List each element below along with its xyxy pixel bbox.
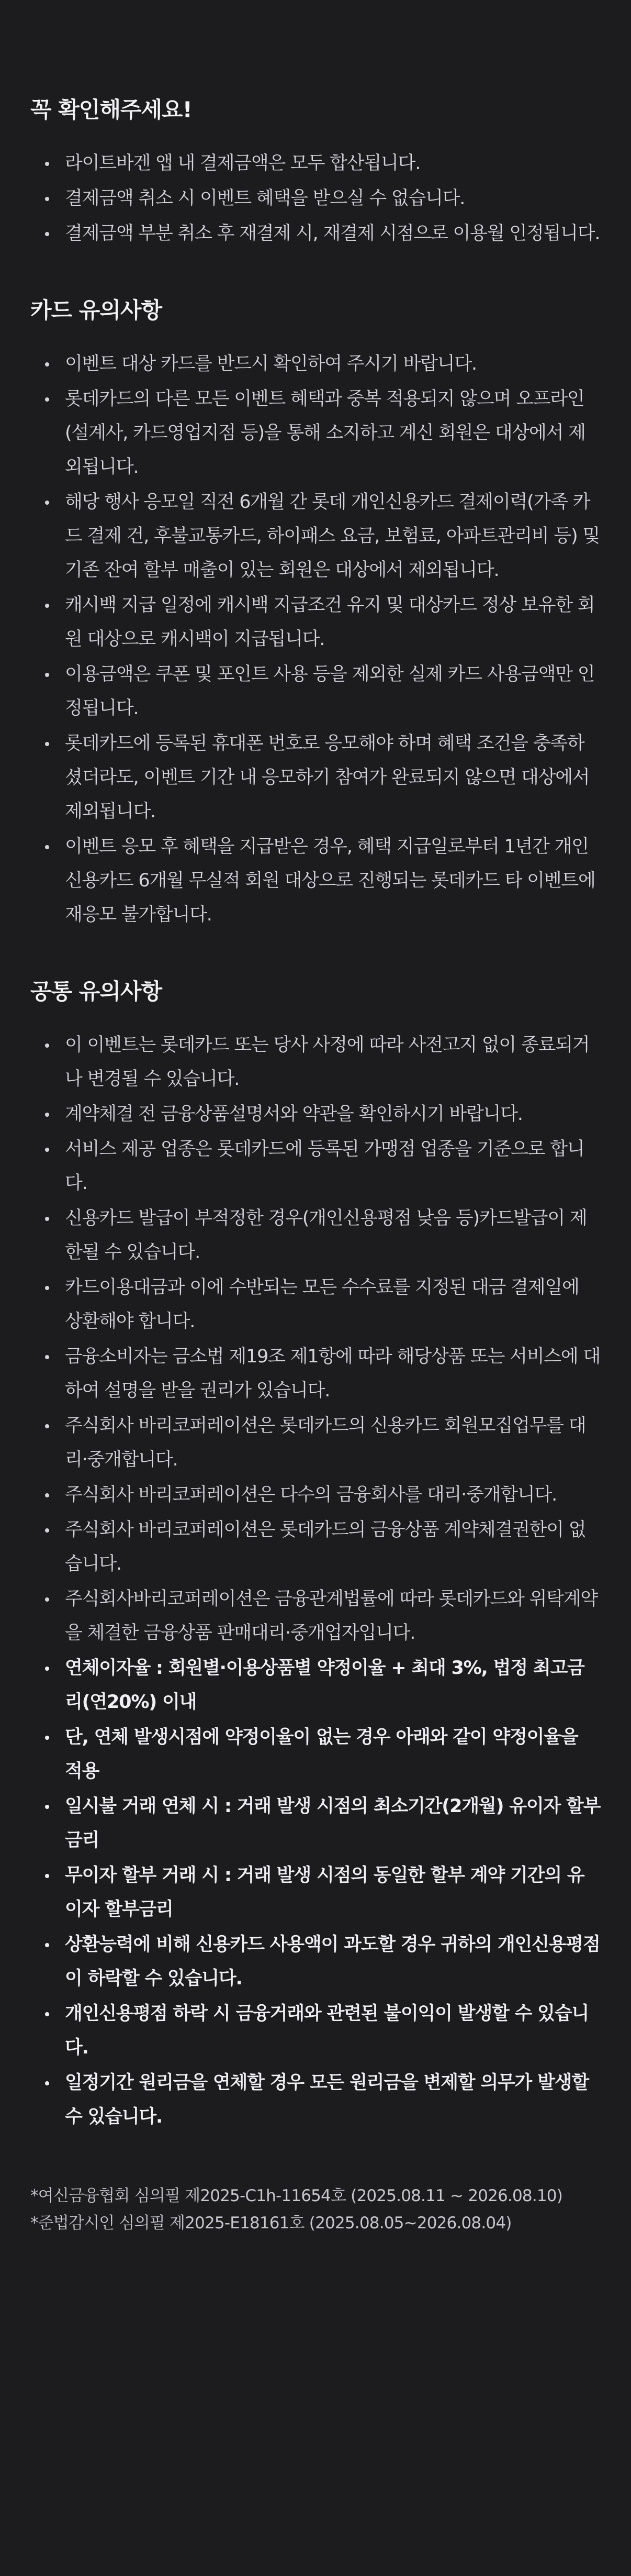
bullet-dot-icon [45, 197, 49, 201]
list-item-text: 일정기간 원리금을 연체할 경우 모든 원리금을 변제할 의무가 발생할 수 있습니다. [65, 2072, 589, 2127]
bullet-dot-icon [45, 1874, 49, 1878]
list-item [30, 1340, 601, 1408]
list-item [30, 1859, 601, 1927]
section-card-notice [30, 295, 601, 932]
bullet-dot-icon [45, 397, 49, 402]
section-title: 공통 유의사항 [30, 979, 162, 1004]
footnotes [30, 2182, 601, 2237]
list-item-text: 라이트바겐 앱 내 결제금액은 모두 합산됩니다. [65, 153, 421, 174]
bullet-dot-icon [45, 1113, 49, 1117]
list-item [30, 382, 601, 484]
section-common-notice [30, 976, 601, 2134]
bullet-list [30, 347, 601, 932]
footnote-text: *여신금융협회 심의필 제2025-C1h-11654호 (2025.08.11 ~ 2026.08.10) [30, 2186, 563, 2205]
list-item-text: 결제금액 부분 취소 후 재결제 시, 재결제 시점으로 이용월 인정됩니다. [65, 223, 600, 244]
list-item-text: 계약체결 전 금융상품설명서와 약관을 확인하시기 바랍니다. [65, 1104, 523, 1125]
bullet-dot-icon [45, 604, 49, 608]
list-item-text: 이용금액은 쿠폰 및 포인트 사용 등을 제외한 실제 카드 사용금액만 인정됩니다. [65, 664, 595, 719]
list-item [30, 830, 601, 932]
bullet-dot-icon [45, 2012, 49, 2016]
list-item [30, 658, 601, 726]
bullet-dot-icon [45, 673, 49, 677]
list-item-text: 단, 연체 발생시점에 약정이율이 없는 경우 아래와 같이 약정이율을 적용 [65, 1727, 578, 1782]
list-item [30, 727, 601, 829]
list-item-text: 상환능력에 비해 신용카드 사용액이 과도할 경우 귀하의 개인신용평점이 하락할 수 있습니다. [65, 1934, 600, 1989]
bullet-dot-icon [45, 1043, 49, 1048]
bullet-dot-icon [45, 1493, 49, 1497]
list-item [30, 1202, 601, 1270]
bullet-dot-icon [45, 1597, 49, 1602]
list-item-text: 결제금액 취소 시 이벤트 혜택을 받으실 수 없습니다. [65, 188, 465, 209]
list-item-text: 서비스 제공 업종은 롯데카드에 등록된 가맹점 업종을 기준으로 합니다. [65, 1139, 584, 1194]
list-item-text: 주식회사바리코퍼레이션은 금융관계법률에 따라 롯데카드와 위탁계약을 체결한 금융상품 판매대리·중개업자입니다. [65, 1589, 598, 1644]
list-item [30, 485, 601, 587]
bullet-dot-icon [45, 1424, 49, 1428]
list-item [30, 1478, 601, 1512]
list-item-text: 롯데카드의 다른 모든 이벤트 혜택과 중복 적용되지 않으며 오프라인(설계사, 카드영업지점 등)을 통해 소지하고 계신 회원은 대상에서 제외됩니다. [65, 388, 585, 478]
list-item-text: 개인신용평점 하락 시 금융거래와 관련된 불이익이 발생할 수 있습니다. [65, 2003, 589, 2058]
list-item-text: 일시불 거래 연체 시 : 거래 발생 시점의 최소기간(2개월) 유이자 할부금리 [65, 1796, 601, 1851]
list-item [30, 1513, 601, 1581]
list-item [30, 182, 601, 216]
list-item-text: 주식회사 바리코퍼레이션은 다수의 금융회사를 대리·중개합니다. [65, 1484, 557, 1505]
bullet-dot-icon [45, 1355, 49, 1359]
list-item-text: 무이자 할부 거래 시 : 거래 발생 시점의 동일한 할부 계약 기간의 유이자 할부금리 [65, 1865, 584, 1920]
list-item [30, 1651, 601, 1719]
bullet-dot-icon [45, 845, 49, 849]
bullet-dot-icon [45, 1217, 49, 1221]
bullet-dot-icon [45, 362, 49, 367]
list-item [30, 1028, 601, 1096]
list-item [30, 589, 601, 657]
list-item [30, 147, 601, 181]
bullet-dot-icon [45, 1667, 49, 1671]
bullet-dot-icon [45, 742, 49, 746]
list-item-text: 이 이벤트는 롯데카드 또는 당사 사정에 따라 사전고지 없이 종료되거나 변경될 수 있습니다. [65, 1035, 590, 1090]
bullet-list [30, 147, 601, 251]
notice-sections [30, 94, 601, 2134]
bullet-dot-icon [45, 1528, 49, 1533]
bullet-dot-icon [45, 2081, 49, 2085]
list-item-text: 카드이용대금과 이에 수반되는 모든 수수료를 지정된 대금 결제일에 상환해야 합니다. [65, 1277, 579, 1332]
bullet-dot-icon [45, 1286, 49, 1290]
bullet-dot-icon [45, 1943, 49, 1947]
list-item-text: 주식회사 바리코퍼레이션은 롯데카드의 금융상품 계약체결권한이 없습니다. [65, 1519, 586, 1574]
bullet-dot-icon [45, 501, 49, 505]
list-item [30, 1928, 601, 1996]
bullet-dot-icon [45, 1805, 49, 1809]
list-item [30, 1097, 601, 1131]
list-item [30, 1409, 601, 1477]
bullet-dot-icon [45, 162, 49, 166]
list-item [30, 2066, 601, 2134]
list-item-text: 연체이자율 : 회원별·이용상품별 약정이율 + 최대 3%, 법정 최고금리(연20%) 이내 [65, 1658, 584, 1713]
list-item [30, 1720, 601, 1789]
list-item-text: 이벤트 응모 후 혜택을 지급받은 경우, 혜택 지급일로부터 1년간 개인 신용카드 6개월 무실적 회원 대상으로 진행되는 롯데카드 타 이벤트에 재응모 불가합니다. [65, 836, 595, 925]
bullet-dot-icon [45, 1148, 49, 1152]
list-item-text: 해당 행사 응모일 직전 6개월 간 롯데 개인신용카드 결제이력(가족 카드 결제 건, 후불교통카드, 하이패스 요금, 보험료, 아파트관리비 등) 및 기존 잔여 할부 매출이 있는 회원은 대상에서 제외됩니다. [65, 492, 600, 581]
list-item [30, 1790, 601, 1858]
bullet-list [30, 1028, 601, 2134]
list-item [30, 1271, 601, 1339]
list-item-text: 신용카드 발급이 부적정한 경우(개인신용평점 낮음 등)카드발급이 제한될 수 있습니다. [65, 1208, 587, 1263]
list-item [30, 1582, 601, 1650]
list-item [30, 347, 601, 381]
list-item [30, 217, 601, 251]
footnote-text: *준법감시인 심의필 제2025-E18161호 (2025.08.05~2026.08.04) [30, 2214, 512, 2233]
list-item-text: 이벤트 대상 카드를 반드시 확인하여 주시기 바랍니다. [65, 353, 477, 374]
section-must-check [30, 94, 601, 251]
list-item [30, 1132, 601, 1201]
list-item [30, 1997, 601, 2065]
list-item-text: 주식회사 바리코퍼레이션은 롯데카드의 신용카드 회원모집업무를 대리·중개합니다. [65, 1415, 586, 1470]
section-title: 카드 유의사항 [30, 297, 162, 323]
list-item-text: 롯데카드에 등록된 휴대폰 번호로 응모해야 하며 혜택 조건을 충족하셨더라도, 이벤트 기간 내 응모하기 참여가 완료되지 않으면 대상에서 제외됩니다. [65, 733, 590, 822]
bullet-dot-icon [45, 1736, 49, 1740]
bullet-dot-icon [45, 232, 49, 236]
section-title: 꼭 확인해주세요! [30, 97, 192, 123]
list-item-text: 캐시백 지급 일정에 캐시백 지급조건 유지 및 대상카드 정상 보유한 회원 대상으로 캐시백이 지급됩니다. [65, 595, 595, 650]
list-item-text: 금융소비자는 금소법 제19조 제1항에 따라 해당상품 또는 서비스에 대하여 설명을 받을 권리가 있습니다. [65, 1346, 601, 1401]
